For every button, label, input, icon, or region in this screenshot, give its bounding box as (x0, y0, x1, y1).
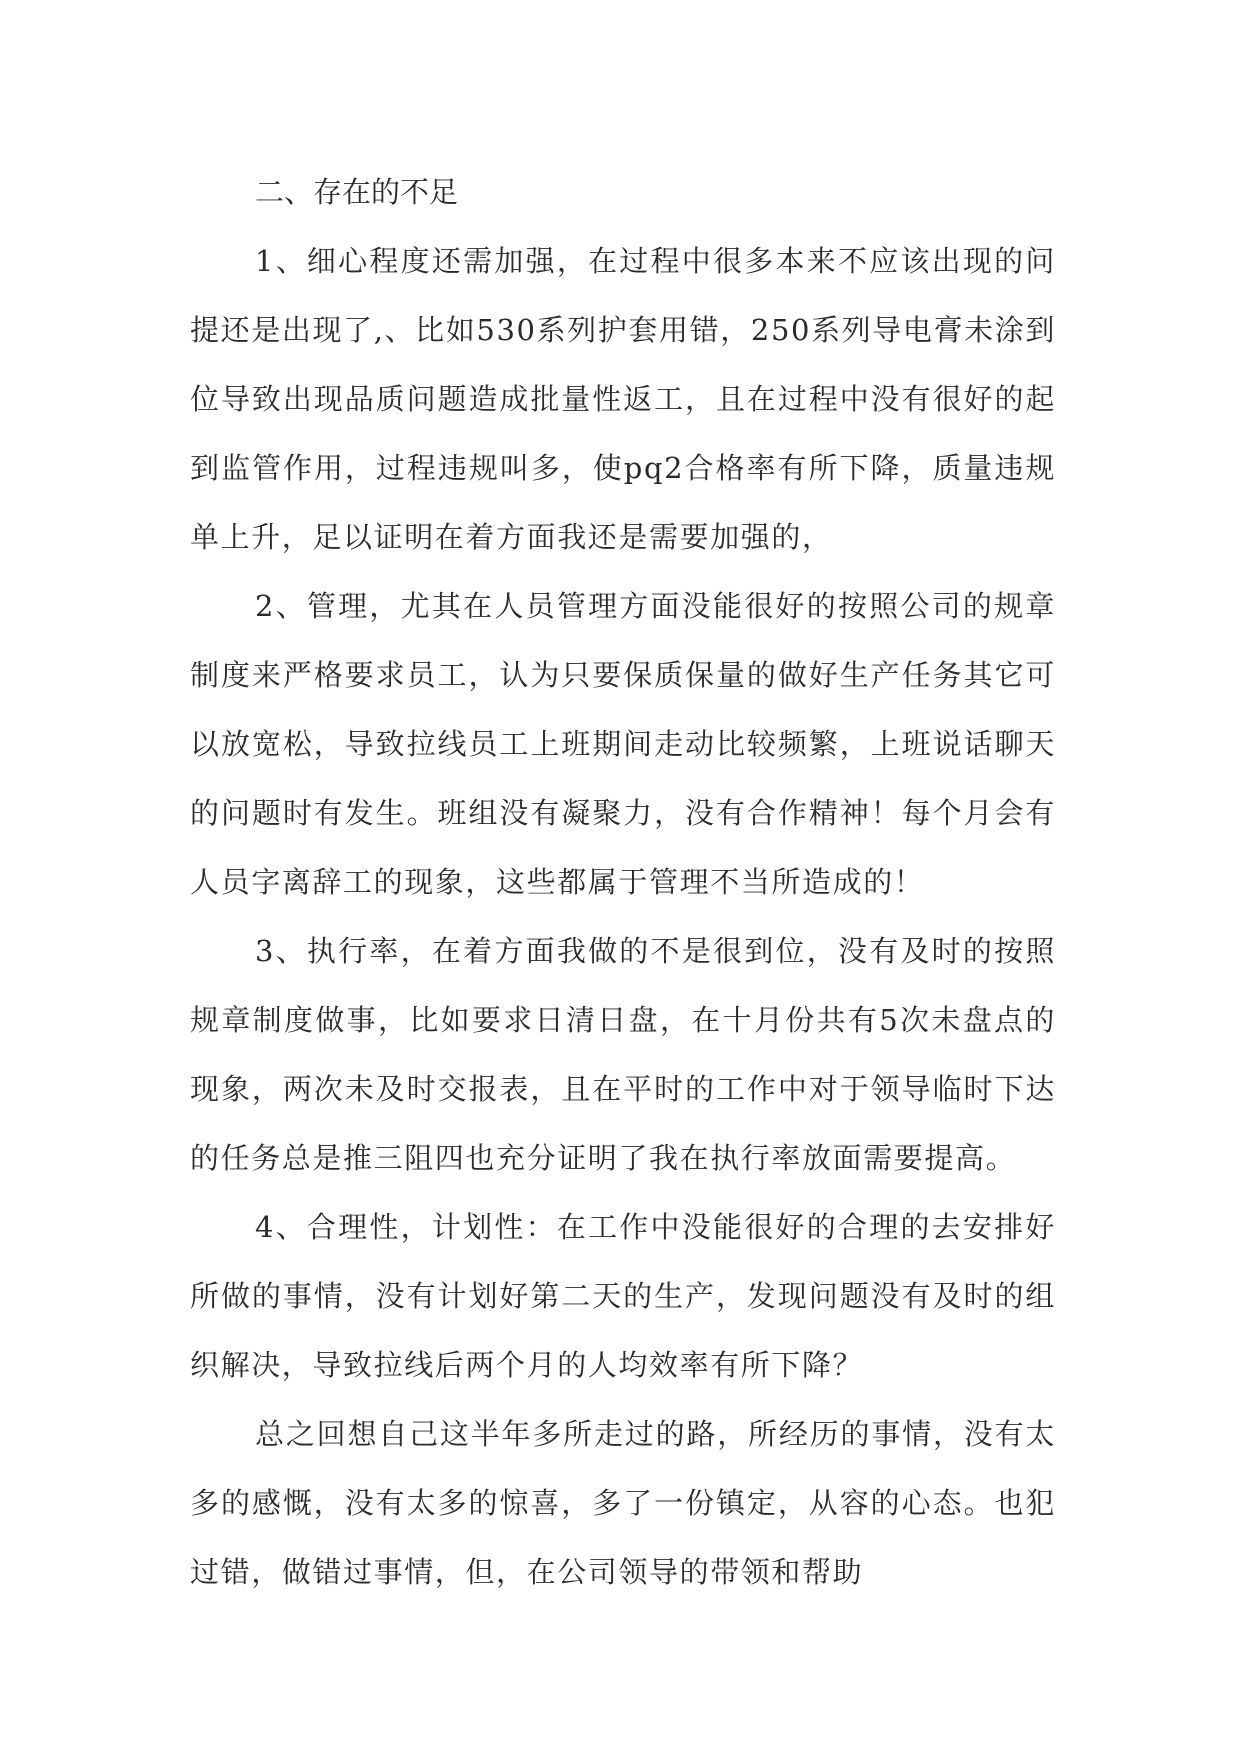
document-body (190, 158, 1056, 1607)
paragraph-2: 2、管理，尤其在人员管理方面没能很好的按照公司的规章制度来严格要求员工，认为只要保质保量的做好生产任务其它可以放宽松，导致拉线员工上班期间走动比较频繁，上班说话聊天的问题时有发生。班组没有凝聚力，没有合作精神！每个月会有人员字离辞工的现象，这些都属于管理不当所造成的！ (190, 589, 1056, 899)
paragraph-1: 1、细心程度还需加强，在过程中很多本来不应该出现的问提还是出现了,、比如530系列护套用错，250系列导电膏未涂到位导致出现品质问题造成批量性返工，且在过程中没有很好的起到监管作用，过程违规叫多，使pq2合格率有所下降，质量违规单上升，足以证明在着方面我还是需要加强的， (190, 244, 1056, 554)
section-heading: 二、存在的不足 (255, 175, 459, 209)
paragraph-5: 总之回想自己这半年多所走过的路，所经历的事情，没有太多的感慨，没有太多的惊喜，多了一份镇定，从容的心态。也犯过错，做错过事情，但，在公司领导的带领和帮助 (190, 1417, 1056, 1589)
paragraph-4: 4、合理性，计划性：在工作中没能很好的合理的去安排好所做的事情，没有计划好第二天的生产，发现问题没有及时的组织解决，导致拉线后两个月的人均效率有所下降？ (190, 1210, 1056, 1382)
paragraph-3: 3、执行率，在着方面我做的不是很到位，没有及时的按照规章制度做事，比如要求日清日盘，在十月份共有5次未盘点的现象，两次未及时交报表，且在平时的工作中对于领导临时下达的任务总是推三阻四也充分证明了我在执行率放面需要提高。 (190, 934, 1056, 1175)
